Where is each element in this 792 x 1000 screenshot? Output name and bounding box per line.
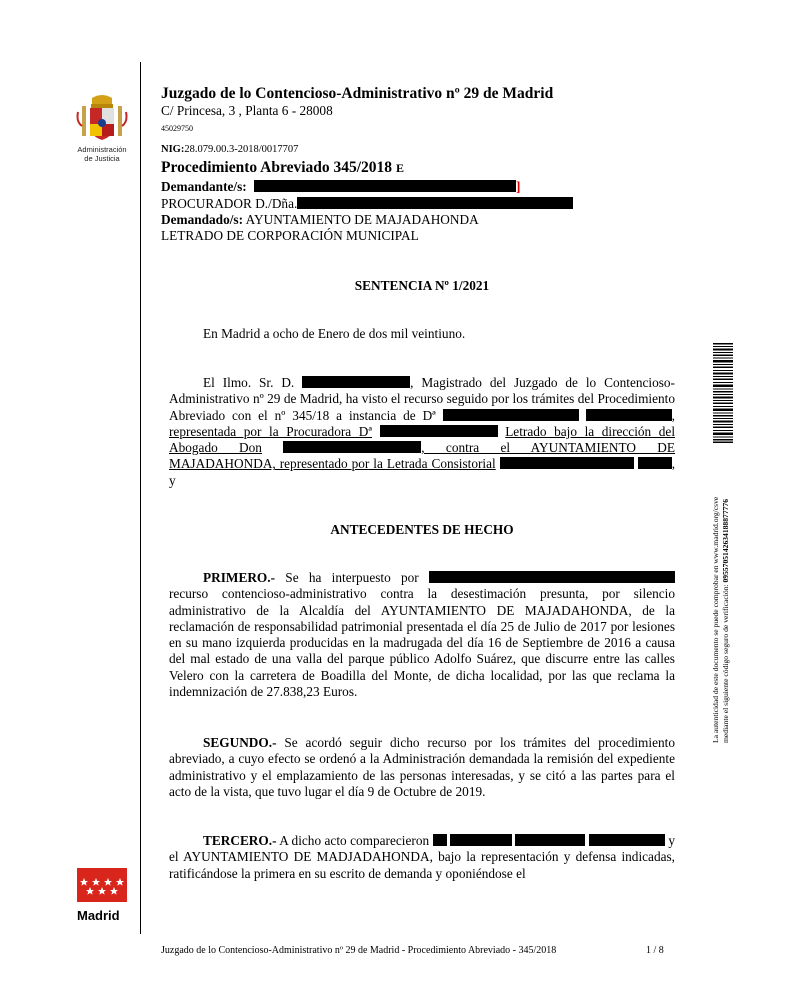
sentence-title: SENTENCIA Nº 1/2021 <box>354 278 490 293</box>
institution-label: Administración de Justicia <box>77 145 127 163</box>
tercero-paragraph: TERCERO.- A dicho acto comparecieron y el AYUNTAMIENTO DE MADJADAHONDA, bajo la representación y defensa indicadas, ratificándose la primera en su escrito de demanda y oponiéndose el <box>169 833 676 881</box>
plaintiff-label: Demandante/s: <box>161 179 247 194</box>
redaction-tercero-2 <box>450 834 512 846</box>
barcode-icon <box>713 343 733 443</box>
intro-paragraph: El Ilmo. Sr. D. , Magistrado del Juzgado de lo Contencioso-Administrativo nº 29 de Madrid, ha visto el recurso seguido por los trámites del Procedimiento Abreviado con el nº 345/18 a instancia de Dª , representada por la Procuradora Dª Letrado bajo la dirección del Abogado Don , contra el AYUNTAMIENTO DE MAJADAHONDA, representado por la Letrada Consistorial , y <box>169 375 676 488</box>
primero-label: PRIMERO.- <box>203 570 276 585</box>
procedure-number: Procedimiento Abreviado 345/2018 <box>161 159 393 176</box>
place-date: En Madrid a ocho de Enero de dos mil veintiuno. <box>203 326 466 341</box>
redaction-abogado <box>283 441 421 453</box>
plaintiff-line <box>161 179 520 195</box>
redaction-plaintiff-name-2 <box>586 409 672 421</box>
redaction-plaintiff-name <box>443 409 579 421</box>
red-bracket-mark: ] <box>516 179 521 194</box>
redaction-letrada-2 <box>638 457 672 469</box>
redaction-tercero-3 <box>515 834 585 846</box>
procurador-label: PROCURADOR D./Dña. <box>161 196 298 211</box>
madrid-label: Madrid <box>77 908 120 923</box>
defendant-line <box>161 212 479 228</box>
redaction-tercero-4 <box>589 834 665 846</box>
redaction-letrada <box>500 457 634 469</box>
letrado-line: LETRADO DE CORPORACIÓN MUNICIPAL <box>161 228 419 243</box>
court-code: 45029750 <box>161 124 193 133</box>
coat-of-arms-icon <box>76 92 128 144</box>
nig-label: NIG: <box>161 144 185 155</box>
nig-value: 28.079.00.3-2018/0017707 <box>184 144 299 155</box>
redaction-procuradora <box>380 425 498 437</box>
tercero-label: TERCERO.- <box>203 833 277 848</box>
procedure-title <box>161 159 404 177</box>
redaction-magistrate <box>302 376 410 388</box>
page-footer: Juzgado de lo Contencioso-Administrativo nº 29 de Madrid - Procedimiento Abreviado - 345/2018 <box>161 945 557 956</box>
court-address: C/ Princesa, 3 , Planta 6 - 28008 <box>161 103 333 118</box>
redaction-tercero-1 <box>433 834 447 846</box>
section-title: ANTECEDENTES DE HECHO <box>330 522 514 537</box>
margin-rule <box>140 62 141 934</box>
page-number: 1 / 8 <box>646 945 664 956</box>
segundo-paragraph: SEGUNDO.- Se acordó seguir dicho recurso por los trámites del procedimiento abreviado, a cuyo efecto se ordenó a la Administración demandada la remisión del expediente administrativo y el emplazamiento de las personas interesadas, y se citó a las partes para el acto de la vista, que tuvo lugar el día 9 de Octubre de 2019. <box>169 735 675 799</box>
procurador-line <box>161 196 573 212</box>
court-title: Juzgado de lo Contencioso-Administrativo nº 29 de Madrid <box>161 85 554 102</box>
madrid-logo <box>77 868 127 923</box>
segundo-label: SEGUNDO.- <box>203 735 277 750</box>
redaction-procurador <box>297 197 573 209</box>
redaction-plaintiff <box>254 180 516 192</box>
defendant-value: AYUNTAMIENTO DE MAJADAHONDA <box>245 212 479 227</box>
defendant-label: Demandado/s: <box>161 212 244 227</box>
primero-paragraph: PRIMERO.- Se ha interpuesto por recurso contencioso-administrativo contra la desestimación presunta, por silencio administrativo de la Alcaldía del AYUNTAMIENTO DE MAJADAHONDA, de la reclamación de responsabilidad patrimonial presentada el día 25 de Julio de 2017 por lesiones en su mano izquierda producidas en la madrugada del día 16 de Septiembre de 2016 a causa del mal estado de una valla del parque público Adolfo Suárez, que discurre entre las calles Velero con la carretera de Boadilla del Monte, de dicha localidad, por las que reclama la indemnización de 27.838,23 Euros. <box>169 570 675 700</box>
madrid-stars-icon <box>77 868 127 902</box>
procedure-suffix: E <box>395 161 404 175</box>
verification-note: La autenticidad de este documento se puede comprobar en www.madrid.org/csve mediante el siguiente código seguro de verificación: 0955705142634188877776 <box>711 496 730 743</box>
verification-code: 0955705142634188877776 <box>720 498 730 583</box>
nig-line <box>161 144 298 155</box>
redaction-primero <box>429 571 675 583</box>
